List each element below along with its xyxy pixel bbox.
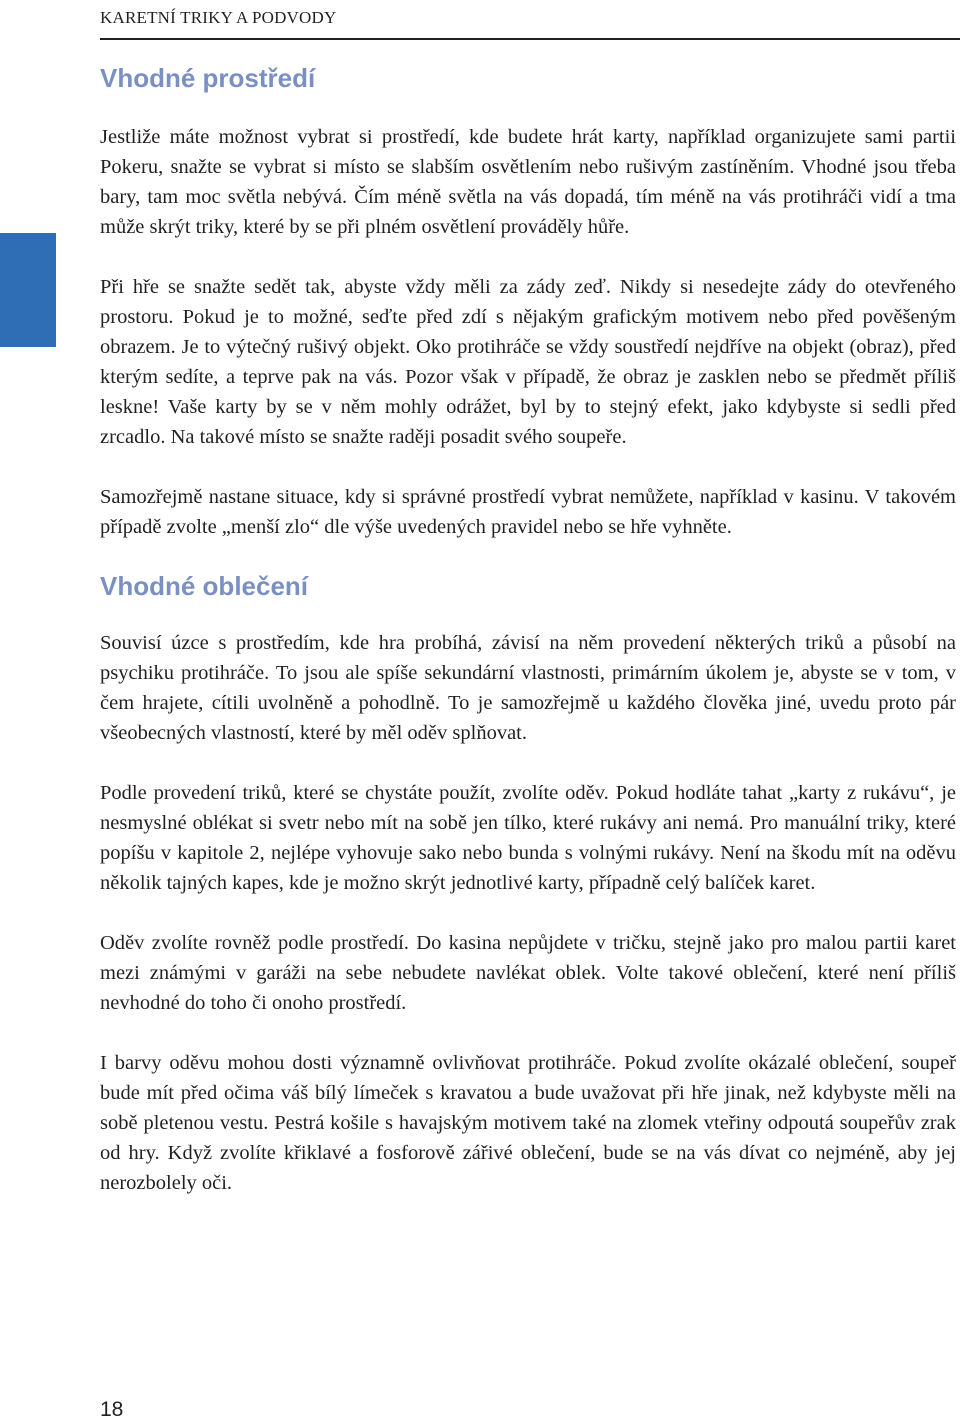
section-heading-environment: Vhodné prostředí (100, 63, 316, 93)
paragraph: Oděv zvolíte rovněž podle prostředí. Do kasina nepůjdete v tričku, stejně jako pro malou partii karet mezi známými v garáži na sebe nebudete navlékat oblek. Volte takové oblečení, které není příliš nevhodné do toho či onoho prostředí. (100, 932, 956, 1014)
page-body (100, 58, 956, 1198)
paragraph: Podle provedení triků, které se chystáte použít, zvolíte oděv. Pokud hodláte tahat „karty z rukávu“, je nesmyslné oblékat si svetr nebo mít na sobě jen tílko, které rukávy ani nemá. Pro manuální triky, které popíšu v kapitole 2, nejlépe vyhovuje sako nebo bunda s volnými rukávy. Není na škodu mít na oděvu několik tajných kapes, kde je možno skrýt jednotlivé karty, případně celý balíček karet. (100, 782, 956, 894)
paragraph: Souvisí úzce s prostředím, kde hra probíhá, závisí na něm provedení některých triků a působí na psychiku protihráče. To jsou ale spíše sekundární vlastnosti, primárním úkolem je, abyste se v tom, v čem hrajete, cítili uvolněně a pohodlně. To je samozřejmě u každého člověka jiné, uvedu proto pár všeobecných vlastností, které by měl oděv splňovat. (100, 632, 956, 744)
paragraph: Jestliže máte možnost vybrat si prostředí, kde budete hrát karty, například organizujete sami partii Pokeru, snažte se vybrat si místo se slabším osvětlením nebo rušivým zastíněním. Vhodné jsou třeba bary, tam moc světla nebývá. Čím méně světla na vás dopadá, tím méně na vás protihráči vidí a tma může skrýt triky, které by se při plném osvětlení prováděly hůře. (100, 126, 956, 238)
paragraph: Při hře se snažte sedět tak, abyste vždy měli za zády zeď. Nikdy si nesedejte zády do otevřeného prostoru. Pokud je to možné, seďte před zdí s nějakým grafickým motivem nebo před pověšeným obrazem. Je to výtečný rušivý objekt. Oko protihráče se vždy soustředí nejdříve na objekt (obraz), před kterým sedíte, a teprve pak na vás. Pozor však v případě, že obraz je zasklen nebo se předmět příliš leskne! Vaše karty by se v něm mohly odrážet, byl by to stejný efekt, jako kdybyste si sedli před zrcadlo. Na takové místo se snažte raději posadit svého soupeře. (100, 276, 956, 448)
header-rule (100, 38, 960, 40)
section-heading-clothing: Vhodné oblečení (100, 571, 309, 601)
paragraph: Samozřejmě nastane situace, kdy si správné prostředí vybrat nemůžete, například v kasinu. V takovém případě zvolte „menší zlo“ dle výše uvedených pravidel nebo se hře vyhněte. (100, 486, 956, 538)
chapter-side-tab (0, 233, 56, 347)
running-head: KARETNÍ TRIKY A PODVODY (100, 8, 337, 27)
page-number: 18 (100, 1398, 124, 1421)
paragraph: I barvy oděvu mohou dosti významně ovlivňovat protihráče. Pokud zvolíte okázalé oblečení, soupeř bude mít před očima váš bílý límeček s kravatou a bude uvažovat při hře jinak, než kdybyste měli na sobě pletenou vestu. Pestrá košile s havajským motivem také na zlomek vteřiny odpoutá soupeřův zrak od hry. Když zvolíte křiklavé a fosforově zářivé oblečení, bude se na vás dívat co nejméně, aby jej nerozbolely oči. (100, 1052, 956, 1194)
